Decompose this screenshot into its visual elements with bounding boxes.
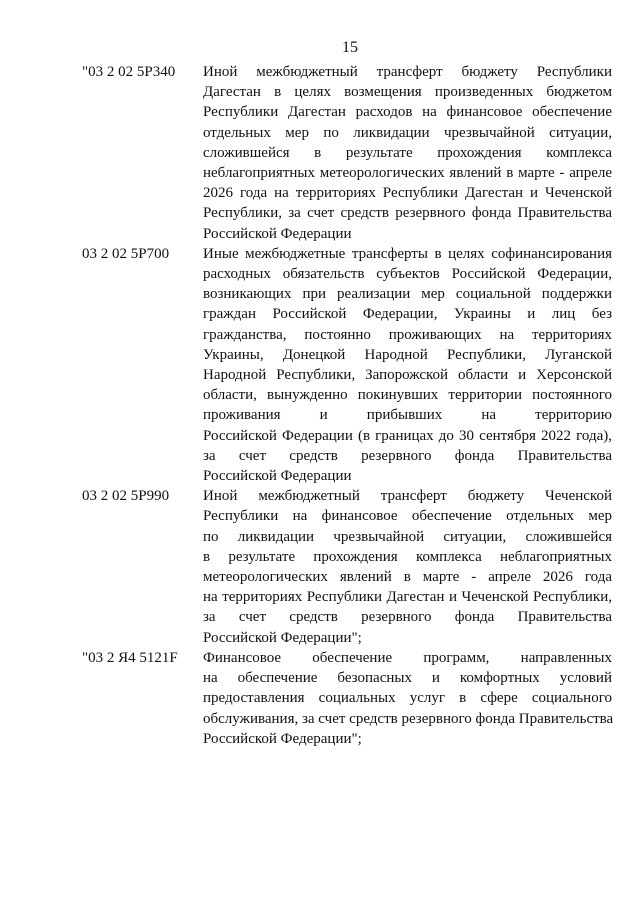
description-line: 2026 года на территориях Республики Дагестан и Чеченской: [203, 185, 612, 202]
description-line: области, вынужденно покинувших территории постоянного: [203, 387, 612, 404]
budget-entry: [0, 244, 640, 486]
budget-code: 03 2 02 5Р990: [82, 488, 170, 505]
budget-description: [203, 648, 612, 749]
description-line: сложившейся в результате прохождения комплекса: [203, 144, 612, 161]
description-line: обслуживания, за счет средств резервного фонда Правительства: [203, 710, 614, 727]
description-line: за счет средств резервного фонда Правительства: [203, 447, 612, 464]
page-number: 15: [342, 39, 358, 56]
budget-code: "03 2 02 5Р340: [82, 64, 176, 80]
description-line: метеорологических явлений в марте - апреле 2026 года: [203, 569, 612, 586]
description-line: Иной межбюджетный трансферт бюджету Чеченской: [203, 488, 612, 505]
description-line: на территориях Республики Дагестан и Чеченской Республики,: [203, 589, 612, 606]
description-line: Республики Дагестан расходов на финансовое обеспечение: [203, 104, 612, 121]
budget-description: [203, 62, 612, 244]
description-line: Российской Федерации";: [203, 629, 362, 646]
description-line: проживания и прибывших на территорию: [203, 407, 612, 424]
description-line: Дагестан в целях возмещения произведенных бюджетом: [203, 84, 612, 101]
description-line: за счет средств резервного фонда Правительства: [203, 609, 612, 626]
budget-description: [203, 244, 612, 486]
description-line: Российской Федерации";: [203, 730, 362, 747]
description-line: Финансовое обеспечение программ, направленных: [203, 649, 612, 666]
description-line: на обеспечение безопасных и комфортных условий: [203, 670, 612, 687]
description-line: возникающих при реализации мер социальной поддержки: [203, 286, 612, 303]
description-line: отдельных мер по ликвидации чрезвычайной ситуации,: [203, 124, 612, 141]
description-line: граждан Российской Федерации, Украины и лиц без: [203, 306, 612, 323]
budget-code: "03 2 Я4 5121F: [82, 649, 178, 666]
description-line: Республики, за счет средств резервного фонда Правительства: [203, 205, 612, 222]
budget-entry: [0, 486, 640, 648]
description-line: расходных обязательств субъектов Российской Федерации,: [203, 266, 612, 283]
budget-code-list: [0, 62, 640, 749]
description-line: неблагоприятных метеорологических явлений в марте - апреле: [203, 165, 612, 182]
description-line: Украины, Донецкой Народной Республики, Луганской: [203, 346, 612, 363]
budget-entry: [0, 648, 640, 749]
description-line: гражданства, постоянно проживающих на территориях: [203, 326, 612, 343]
description-line: Республики на финансовое обеспечение отдельных мер: [203, 508, 612, 525]
description-line: по ликвидации чрезвычайной ситуации, сложившейся: [203, 528, 612, 545]
budget-entry: [0, 62, 640, 244]
description-line: предоставления социальных услуг в сфере социального: [203, 690, 612, 707]
description-line: Российской Федерации (в границах до 30 сентября 2022 года),: [203, 427, 612, 444]
description-line: в результате прохождения комплекса неблагоприятных: [203, 548, 612, 565]
description-line: Российской Федерации: [203, 468, 352, 485]
description-line: Иные межбюджетные трансферты в целях софинансирования: [203, 245, 612, 262]
description-line: Российской Федерации: [203, 225, 352, 242]
description-line: Иной межбюджетный трансферт бюджету Республики: [203, 64, 612, 80]
budget-code: 03 2 02 5Р700: [82, 245, 170, 262]
description-line: Народной Республики, Запорожской области и Херсонской: [203, 367, 612, 384]
budget-description: [203, 486, 612, 648]
